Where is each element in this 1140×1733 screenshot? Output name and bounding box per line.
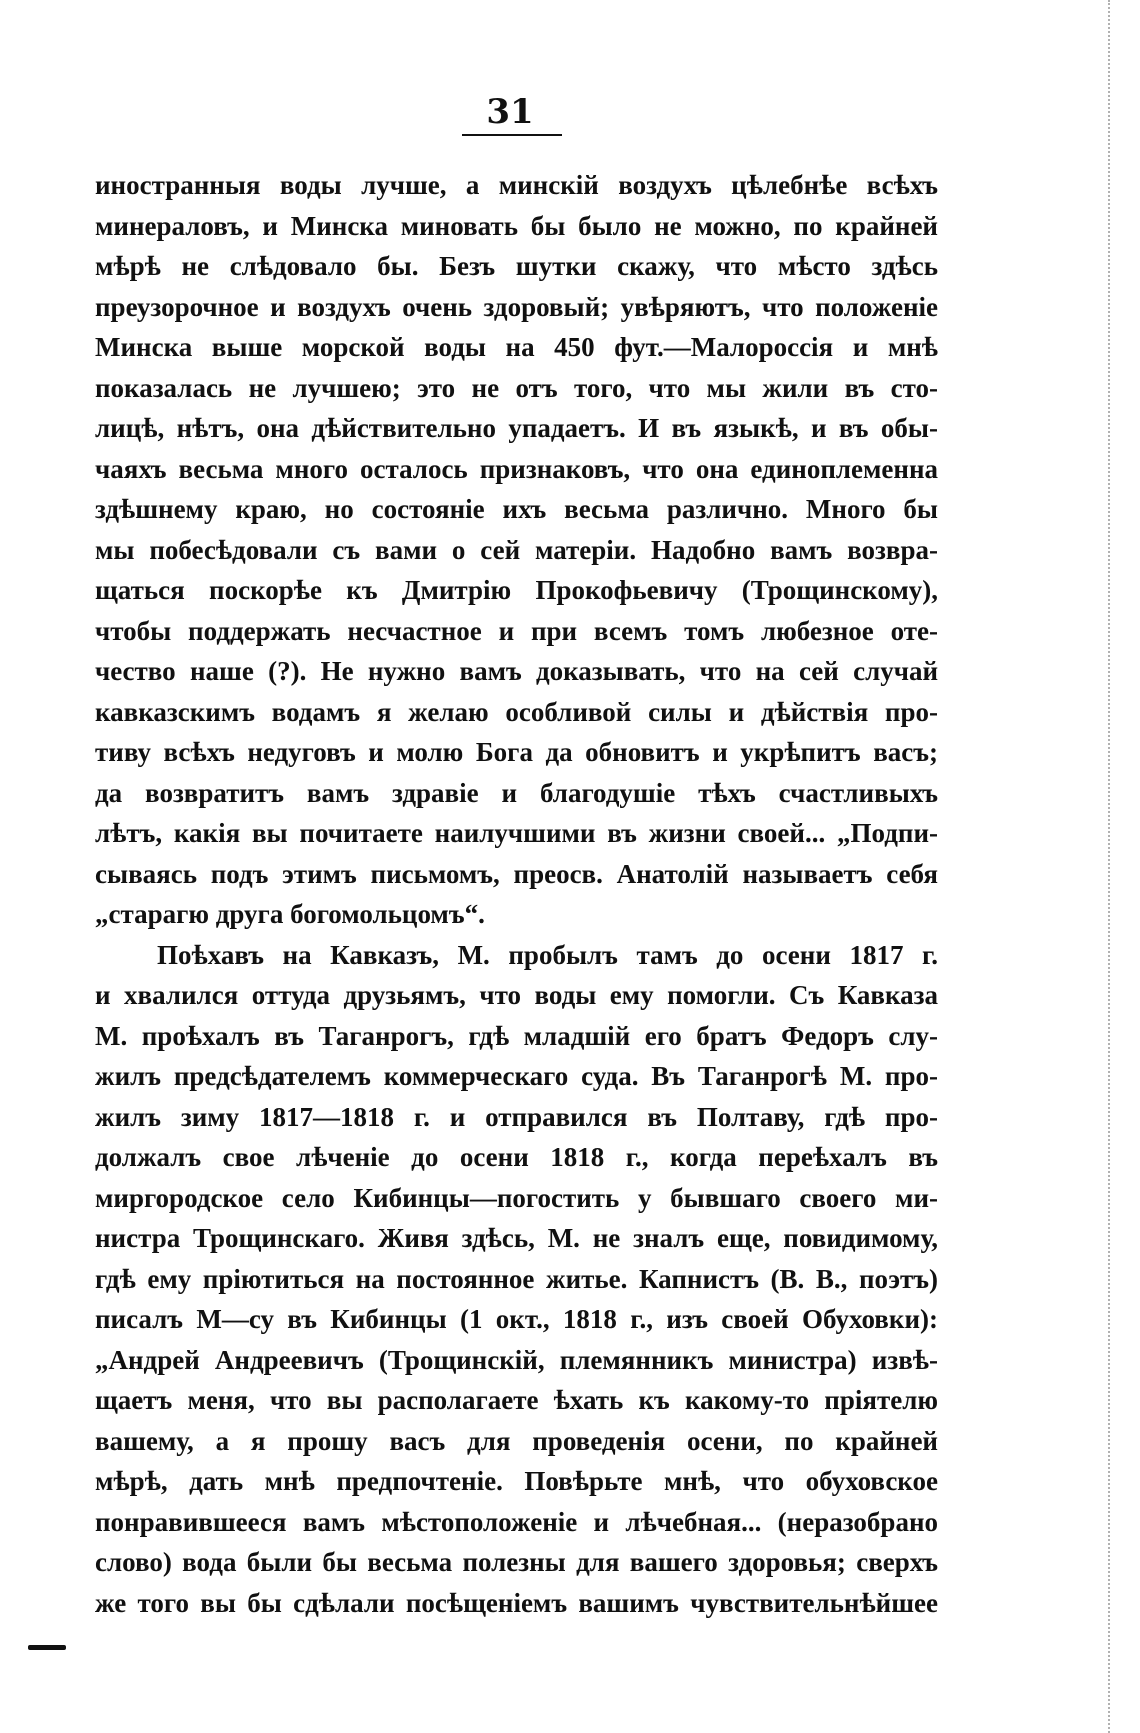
text-line: гдѣ ему пріютиться на постоянное житье. Капнистъ (В. В., поэтъ) <box>95 1263 938 1294</box>
text-line: должалъ свое лѣченіе до осени 1818 г., когда переѣхалъ въ <box>95 1142 938 1172</box>
text-line: лицѣ, нѣтъ, она дѣйствительно упадаетъ. И въ языкѣ, и въ обы- <box>95 413 938 443</box>
text-line: чтобы поддержать несчастное и при всемъ томъ любезное оте- <box>95 615 938 646</box>
text-line: кавказскимъ водамъ я желаю особливой силы и дѣйствія про- <box>95 696 938 727</box>
page-number: 31 <box>486 92 534 132</box>
text-line: писалъ М—су въ Кибинцы (1 окт., 1818 г., изъ своей Обуховки): <box>95 1304 938 1334</box>
text-line: тиву всѣхъ недуговъ и молю Бога да обновитъ и укрѣпитъ васъ; <box>95 737 938 767</box>
text-line: понравившееся вамъ мѣстоположеніе и лѣчебная... (неразобрано <box>95 1506 938 1537</box>
body-text <box>95 165 938 1623</box>
text-line: сываясь подъ этимъ письмомъ, преосв. Анатолій называетъ себя <box>95 858 938 889</box>
text-line: жилъ предсѣдателемъ коммерческаго суда. Въ Таганрогѣ М. про- <box>95 1061 938 1091</box>
text-line: лѣтъ, какія вы почитаете наилучшими въ жизни своей... „Подпи- <box>95 818 938 848</box>
text-line: вашему, а я прошу васъ для проведенія осени, по крайней <box>95 1425 938 1456</box>
text-line: слово) вода были бы весьма полезны для вашего здоровья; сверхъ <box>95 1547 938 1577</box>
text-line: здѣшнему краю, но состояніе ихъ весьма различно. Много бы <box>95 494 938 524</box>
text-line: Минска выше морской воды на 450 фут.—Малороссія и мнѣ <box>95 332 938 362</box>
text-line: иностранныя воды лучше, а минскій воздухъ цѣлебнѣе всѣхъ <box>95 170 938 200</box>
text-line: щаться поскорѣе къ Дмитрію Прокофьевичу (Трощинскому), <box>95 575 938 605</box>
text-line: жилъ зиму 1817—1818 г. и отправился въ Полтаву, гдѣ про- <box>95 1101 938 1132</box>
page-binding-edge <box>1108 0 1132 1733</box>
text-line: миргородское село Кибинцы—погостить у бывшаго своего ми- <box>95 1182 938 1213</box>
text-line: нистра Трощинскаго. Живя здѣсь, М. не зналъ еще, повидимому, <box>95 1223 938 1253</box>
text-line: показалась не лучшею; это не отъ того, что мы жили въ сто- <box>95 372 938 403</box>
text-line: мы побесѣдовали съ вами о сей матеріи. Надобно вамъ возвра- <box>95 534 938 565</box>
text-line: щаетъ меня, что вы располагаете ѣхать къ какому-то пріятелю <box>95 1385 938 1415</box>
text-line-paragraph-end: „старагю друга богомольцомъ“. <box>95 899 485 929</box>
text-line: и хвалился оттуда друзьямъ, что воды ему помогли. Съ Кавказа <box>95 980 938 1010</box>
text-line: минераловъ, и Минска миновать бы было не можно, по крайней <box>95 210 938 241</box>
text-line: мѣрѣ не слѣдовало бы. Безъ шутки скажу, что мѣсто здѣсь <box>95 251 938 281</box>
text-line: чество наше (?). Не нужно вамъ доказывать, что на сей случай <box>95 656 938 686</box>
text-line: преузорочное и воздухъ очень здоровый; увѣряютъ, что положеніе <box>95 291 938 322</box>
page-number-rule <box>462 134 562 136</box>
text-line-paragraph-start: Поѣхавъ на Кавказъ, М. пробылъ тамъ до осени 1817 г. <box>157 939 938 970</box>
text-line: чаяхъ весьма много осталось признаковъ, что она единоплеменна <box>95 453 938 484</box>
text-line: „Андрей Андреевичъ (Трощинскій, племянникъ министра) извѣ- <box>95 1344 938 1375</box>
text-line: же того вы бы сдѣлали посѣщеніемъ вашимъ чувствительнѣйшее <box>95 1587 938 1618</box>
text-line: мѣрѣ, дать мнѣ предпочтеніе. Повѣрьте мнѣ, что обуховское <box>95 1466 938 1496</box>
margin-mark <box>28 1645 66 1650</box>
text-line: М. проѣхалъ въ Таганрогъ, гдѣ младшій его братъ Федоръ слу- <box>95 1020 938 1051</box>
text-line: да возвратитъ вамъ здравіе и благодушіе тѣхъ счастливыхъ <box>95 777 938 808</box>
